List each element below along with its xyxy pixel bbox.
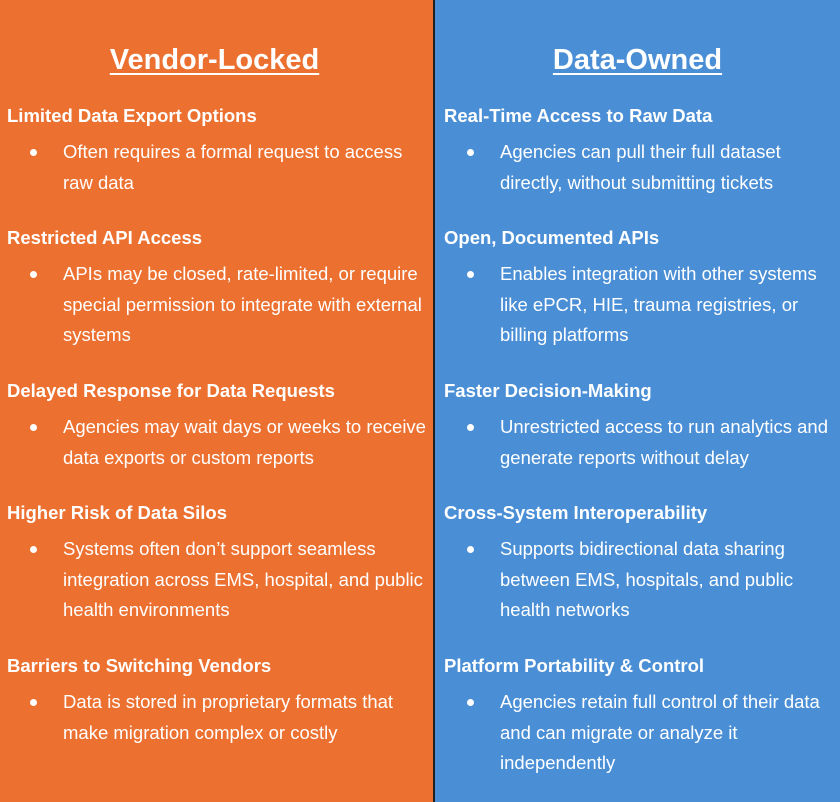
bullet-item [444, 534, 834, 626]
right-section-5 [444, 653, 834, 779]
bullet-dot-icon [467, 271, 474, 278]
section-heading: Platform Portability & Control [444, 655, 705, 676]
left-section-3 [7, 378, 427, 473]
left-section-5 [7, 653, 427, 748]
bullet-item [7, 534, 427, 626]
right-section-4 [444, 500, 834, 626]
bullet-text: APIs may be closed, rate-limited, or require special permission to integrate with external systems [63, 263, 422, 345]
section-heading: Restricted API Access [7, 227, 203, 248]
left-section-1 [7, 103, 427, 198]
data-owned-column [433, 0, 840, 802]
section-heading: Delayed Response for Data Requests [7, 380, 335, 401]
bullet-item [444, 137, 834, 198]
bullet-dot-icon [467, 424, 474, 431]
section-heading: Cross-System Interoperability [444, 502, 708, 523]
bullet-text: Supports bidirectional data sharing between EMS, hospitals, and public health networks [500, 538, 794, 620]
bullet-text: Data is stored in proprietary formats that make migration complex or costly [63, 691, 394, 743]
bullet-item [444, 412, 834, 473]
bullet-text: Systems often don’t support seamless integration across EMS, hospital, and public health environments [63, 538, 423, 620]
bullet-text: Enables integration with other systems like ePCR, HIE, trauma registries, or billing platforms [500, 263, 817, 345]
bullet-item [7, 137, 427, 198]
bullet-dot-icon [30, 699, 37, 706]
section-heading: Higher Risk of Data Silos [7, 502, 227, 523]
bullet-text: Unrestricted access to run analytics and generate reports without delay [500, 416, 829, 468]
left-section-4 [7, 500, 427, 626]
right-section-1 [444, 103, 834, 198]
left-section-2 [7, 225, 427, 351]
bullet-text: Often requires a formal request to access raw data [63, 141, 403, 193]
right-section-3 [444, 378, 834, 473]
section-heading: Real-Time Access to Raw Data [444, 105, 713, 126]
bullet-text: Agencies may wait days or weeks to receive data exports or custom reports [63, 416, 426, 468]
vendor-locked-title: Vendor-Locked [109, 44, 320, 76]
bullet-dot-icon [467, 149, 474, 156]
bullet-item [7, 687, 427, 748]
bullet-dot-icon [30, 271, 37, 278]
section-heading: Barriers to Switching Vendors [7, 655, 272, 676]
section-heading: Limited Data Export Options [7, 105, 257, 126]
bullet-item [444, 259, 834, 351]
right-section-2 [444, 225, 834, 351]
bullet-dot-icon [30, 546, 37, 553]
bullet-dot-icon [467, 546, 474, 553]
bullet-dot-icon [467, 699, 474, 706]
bullet-dot-icon [30, 424, 37, 431]
section-heading: Open, Documented APIs [444, 227, 660, 248]
bullet-item [7, 412, 427, 473]
bullet-dot-icon [30, 149, 37, 156]
bullet-text: Agencies retain full control of their data and can migrate or analyze it independently [500, 691, 820, 773]
bullet-item [444, 687, 834, 779]
bullet-text: Agencies can pull their full dataset directly, without submitting tickets [500, 141, 781, 193]
data-owned-title: Data-Owned [552, 44, 723, 76]
bullet-item [7, 259, 427, 351]
section-heading: Faster Decision-Making [444, 380, 652, 401]
